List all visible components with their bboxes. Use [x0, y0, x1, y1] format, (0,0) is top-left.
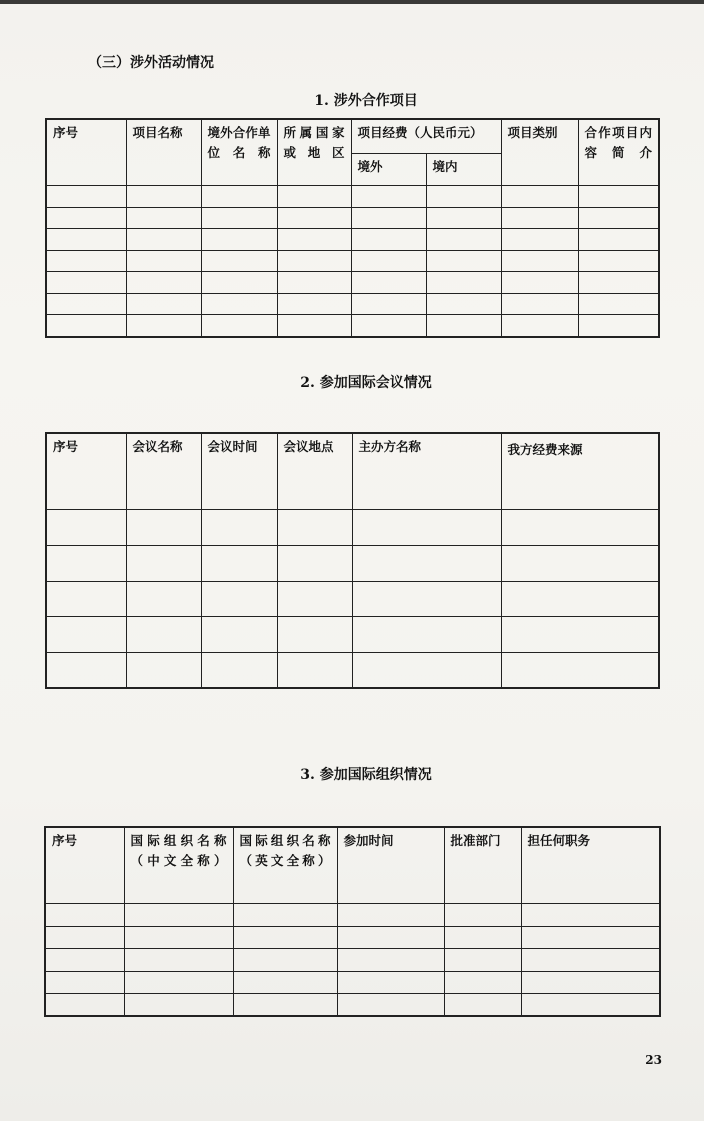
table-row: [46, 581, 659, 616]
table1-title: 1. 涉外合作项目: [314, 93, 418, 109]
table-row: [46, 545, 659, 581]
header-seq: 序号: [46, 433, 126, 509]
header-summary: 合作项目内容简介: [578, 119, 659, 185]
header-meeting-place: 会议地点: [277, 433, 352, 509]
page-number: 23: [645, 1053, 662, 1067]
header-meeting-time: 会议时间: [201, 433, 277, 509]
header-funding-source: 我方经费来源: [501, 433, 659, 509]
international-orgs-table: [44, 826, 661, 1017]
table-row: [46, 293, 659, 314]
table-row: [46, 652, 659, 688]
header-foreign-partner: 境外合作单位名称: [201, 119, 277, 185]
table2-title: 2. 参加国际会议情况: [300, 375, 432, 391]
table-row: [46, 616, 659, 652]
header-funding-domestic: 境内: [426, 153, 501, 185]
header-meeting-name: 会议名称: [126, 433, 201, 509]
table-row: [46, 250, 659, 271]
table-row: [46, 185, 659, 207]
scan-top-edge: [0, 0, 704, 4]
table3-title: 3. 参加国际组织情况: [300, 767, 432, 783]
international-meetings-table: [45, 432, 660, 689]
table-row: [46, 207, 659, 228]
header-project-name: 项目名称: [126, 119, 201, 185]
foreign-projects-table: [45, 118, 660, 338]
table-row: [45, 993, 660, 1016]
table-row: [45, 971, 660, 993]
header-join-time: 参加时间: [337, 827, 444, 903]
table-row: [45, 948, 660, 971]
header-seq: 序号: [46, 119, 126, 185]
header-country: 所属国家或地区: [277, 119, 351, 185]
header-position: 担任何职务: [521, 827, 660, 903]
table-row: [46, 271, 659, 293]
table-row: [46, 314, 659, 337]
header-funding: 项目经费（人民币元）: [351, 119, 501, 153]
table-row: [46, 509, 659, 545]
section-title: （三）涉外活动情况: [88, 55, 214, 71]
header-org-name-en: 国际组织名称（英文全称）: [233, 827, 337, 903]
table-row: [45, 903, 660, 926]
header-funding-foreign: 境外: [351, 153, 426, 185]
header-seq: 序号: [45, 827, 124, 903]
header-org-name-cn: 国际组织名称（中文全称）: [124, 827, 233, 903]
header-category: 项目类别: [501, 119, 578, 185]
header-organizer: 主办方名称: [352, 433, 501, 509]
table-row: [46, 228, 659, 250]
table-row: [45, 926, 660, 948]
header-approval-dept: 批准部门: [444, 827, 521, 903]
